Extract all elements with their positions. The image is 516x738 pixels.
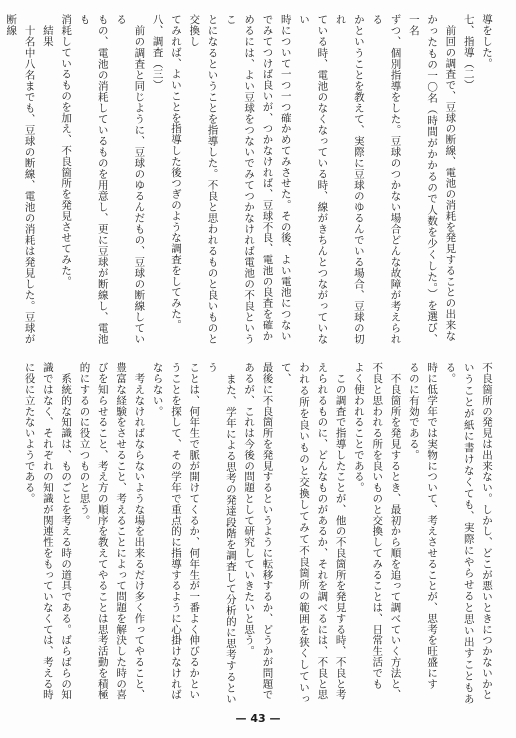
text-column (0, 14, 2, 344)
text-column: 不良と思われる所を良いものと交換してみることは、日常生活でも (371, 362, 384, 689)
text-column: 不良箇所を発見するとき、最初から順を追って調べていく方法と、 (389, 362, 402, 700)
text-column: えられるものに、どんなものがあるか、それを調べるには、不良と思 (316, 362, 329, 700)
text-column: びを知らせること、考え方の順序を教えてやることは思考活動を積極 (96, 362, 109, 700)
text-column: 最後に不良箇所を発見するというように転移するか、どうかが問題で (261, 362, 274, 700)
text-column: また、学年による思考の発達段階を調査して分析的に思考するという (206, 362, 237, 704)
text-column: 不良箇所の発見は出来ない。しかし、どこが悪いときにつかないかと (481, 362, 493, 700)
text-column: 八、調査（三） (151, 14, 164, 91)
upper-text-block (5, 14, 496, 344)
text-column: 識ではなく、それぞれの知識が関連性をもっていなくては、考える時 (41, 362, 54, 700)
text-column: 前回の調査で、豆球の断線、電池の消耗を発見することの出来な (444, 14, 457, 341)
text-column: 七、指導（二） (462, 14, 475, 91)
text-column: もの、電池の消耗しているものを用意し、更に豆球が断線し、電池も (78, 14, 109, 344)
text-column: ずつ、個別指導をした。豆球のつかない場合どんな故障が考えられる (371, 14, 402, 344)
text-column: かということを教えて、実際に豆球のゆるんでいる場合、豆球の切れ (334, 14, 365, 344)
text-column: 時について一つ一つ確かめてみさせた。その後、よい電池につない (279, 14, 292, 341)
text-column: めるには、よい豆球をつないでみてつかなければ電池の不良というこ (224, 14, 256, 344)
text-column: いうことが紙に書けなくても、実際にやらせると思い出すこともある。 (444, 362, 475, 704)
text-column: 十名中八名までも、豆球の断線、電池の消耗は発見した。豆球が断線 (5, 14, 36, 344)
text-column: に役に立たないようである。 (23, 362, 36, 504)
text-column: 時に低学年では実物について、考えさせることが、思考を旺盛にす (426, 362, 439, 689)
text-column: ならない。 (151, 362, 164, 417)
text-column: 豊富な経験をさせること、考えることによって問題を解決した時の喜 (115, 362, 128, 700)
text-column: 系統的な知識は、ものごとを考える時の道具である。ばらばらの知 (60, 362, 73, 700)
text-column: うことを探して、その学年で重点的に指導するように心掛けなければ (169, 362, 182, 700)
text-column: この調査で指導したことが、他の不良箇所を発見する時、不良と考 (334, 362, 347, 700)
text-column: 消耗しているものを加え、不良箇所を発見させてみた。 (60, 14, 73, 287)
text-column: 的にするのに役立つものと思う。 (78, 362, 91, 526)
lower-text-block (20, 362, 496, 704)
text-column: 前の調査と同じように、豆球のゆるんだもの、豆球の断線している (115, 14, 146, 344)
text-column: よく使われることである。 (352, 362, 365, 493)
text-column: われる所を良いものと交換してみて不良箇所の範囲を狭くしていって、 (279, 362, 311, 704)
page-number: — 43 — (235, 712, 281, 725)
text-column: るのに有効である。 (407, 362, 420, 461)
text-column: 導をした。 (481, 14, 493, 69)
text-column: あるが、これは今後の問題として研究していきたいと思う。 (243, 362, 256, 657)
text-column: 考えなければならないような場を出来るだけ多く作ってやること、 (133, 362, 146, 700)
text-column: 結果 (41, 14, 54, 47)
text-column: かったもの一〇名（時間がかかるので人数を少くした。）を選び、一名 (407, 14, 439, 344)
text-column: とになるということを指導した。不良と思われるものと良いものと交換し (188, 14, 219, 344)
text-column: ている時、電池のなくなっている時、線がきちんとつながっていない (298, 14, 329, 344)
text-column: でみてつけば良いが、つかなければ、豆球不良、電池の良査を確か (261, 14, 274, 341)
text-column: てみれば、よいことを指導した後つぎのような調査をしてみた。 (169, 14, 182, 331)
text-column: ことは、何年生で脈が開けてくるか、何年生が一番よく伸びるかとい (188, 362, 201, 700)
